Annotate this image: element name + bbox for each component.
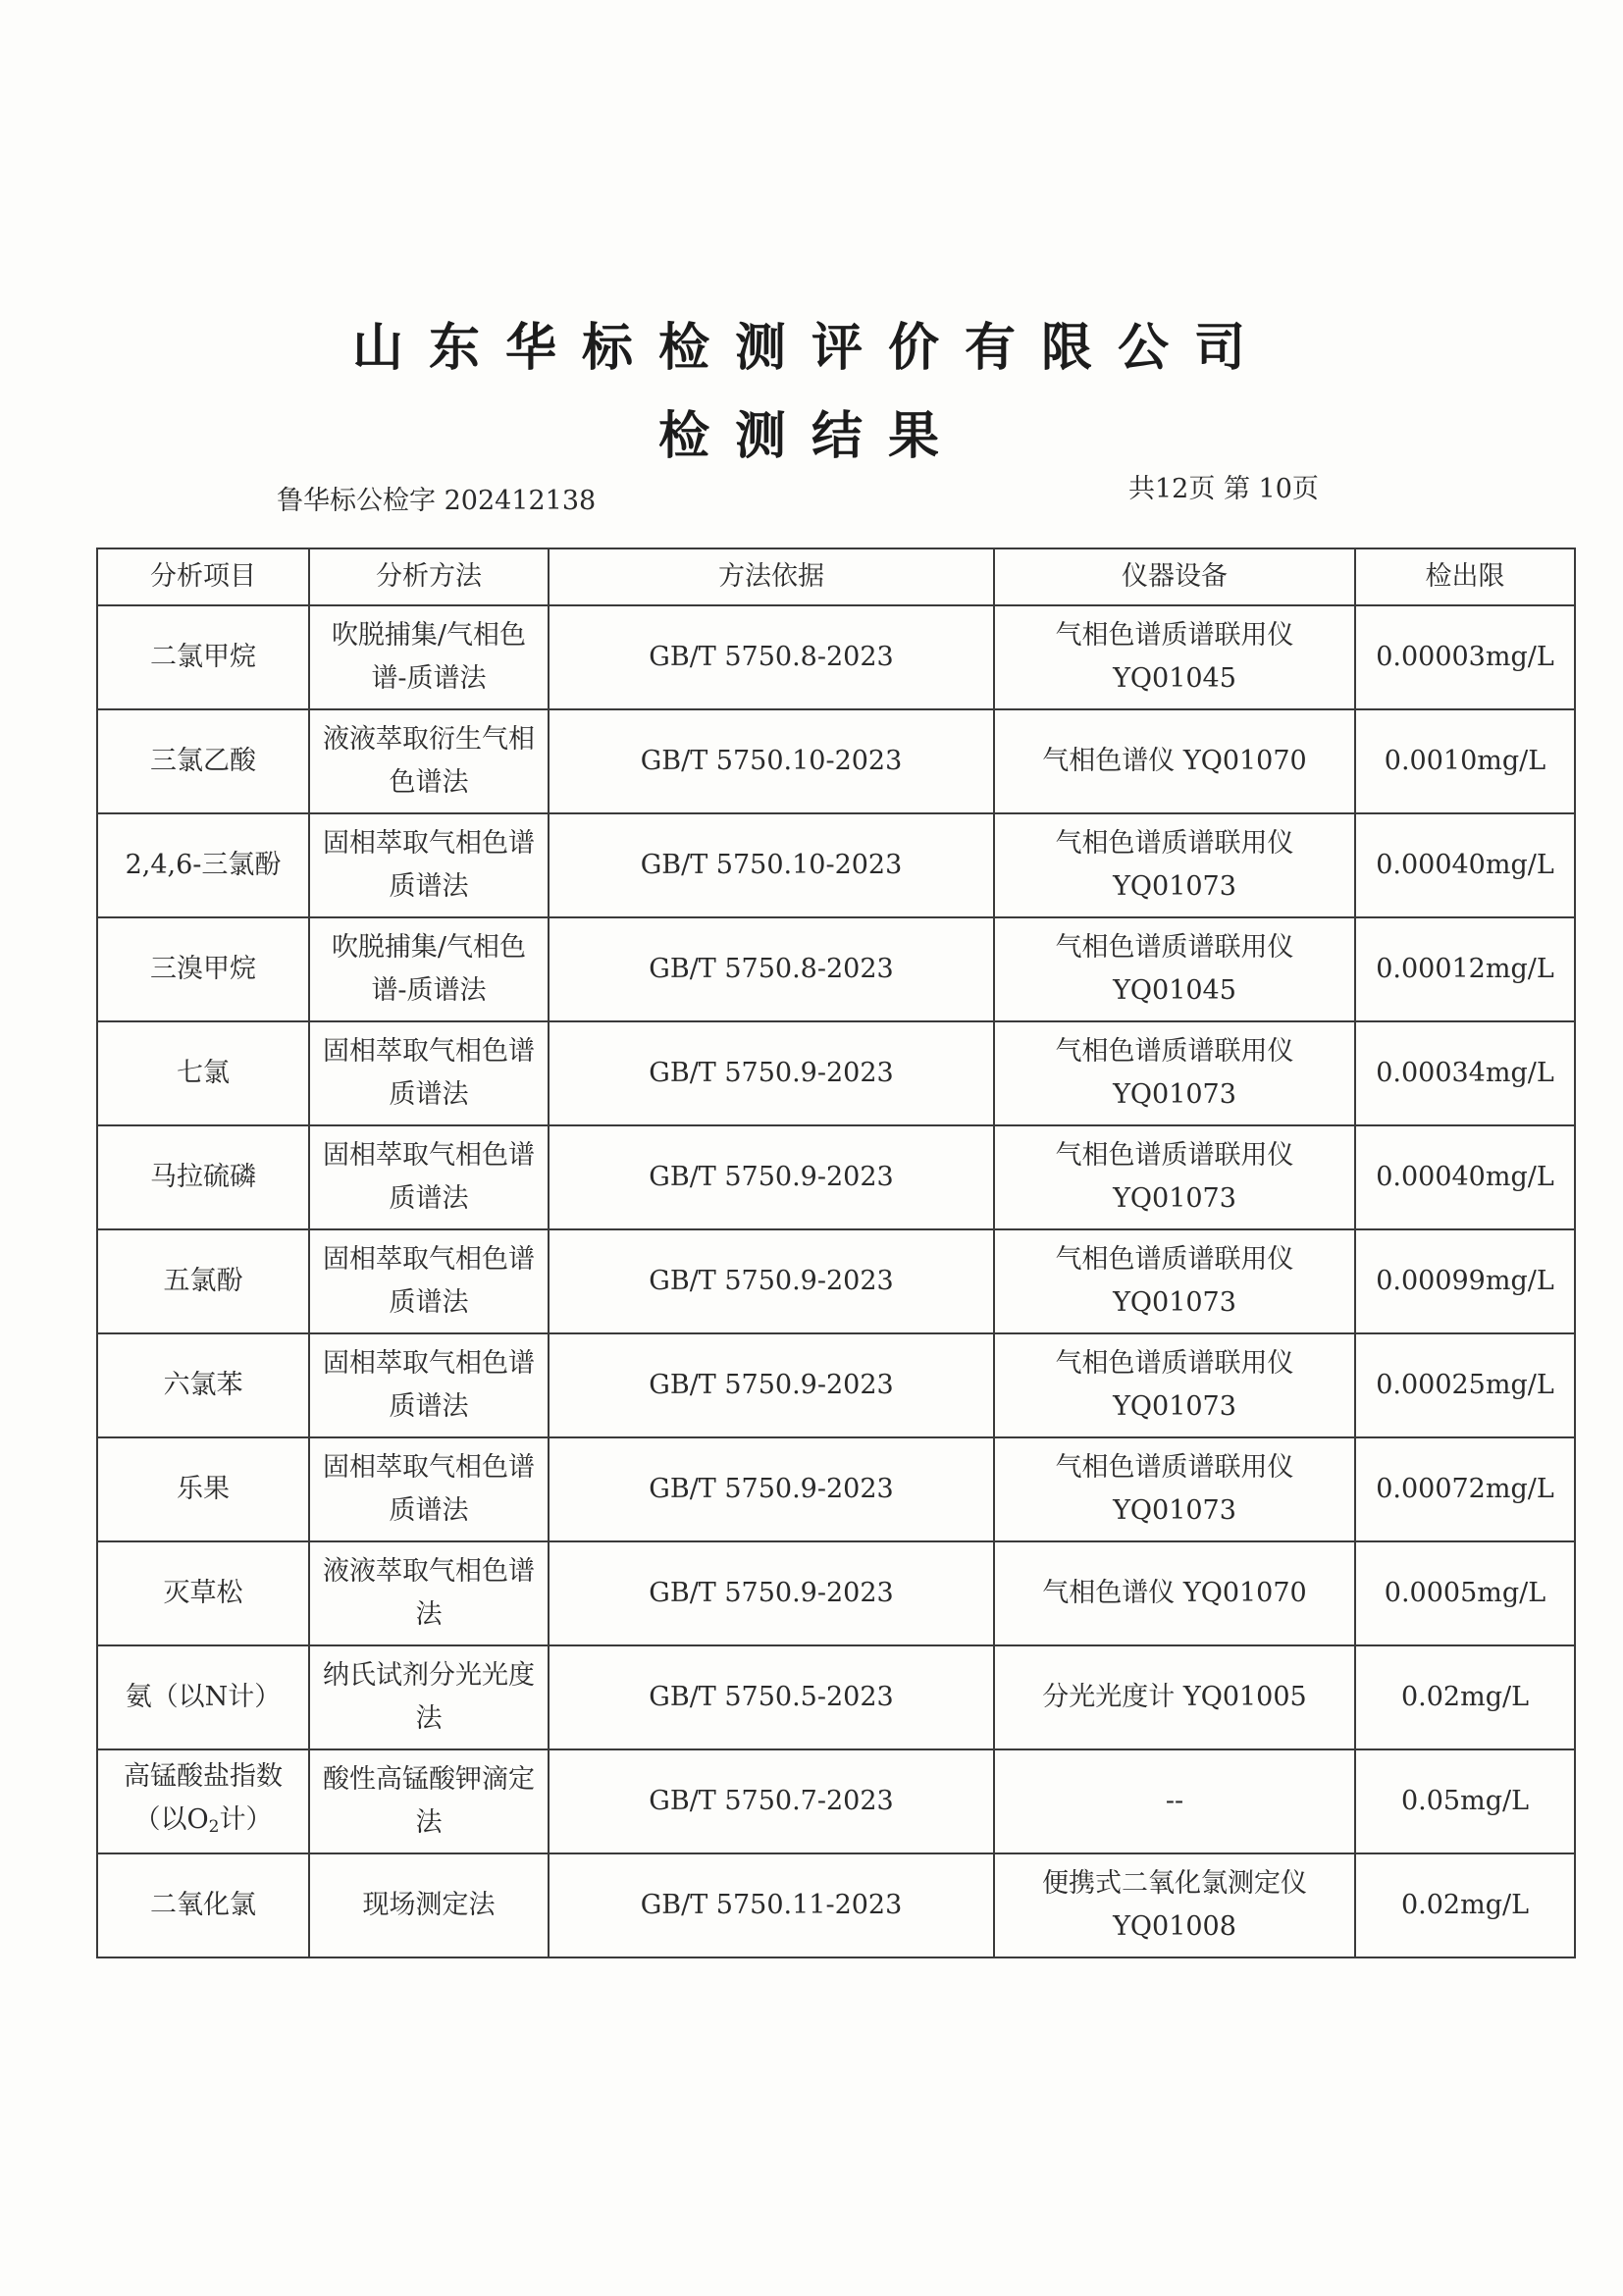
detection-limit: 0.00025mg/L — [1355, 1333, 1575, 1437]
detection-limit: 0.00012mg/L — [1355, 917, 1575, 1021]
method-standard: GB/T 5750.10-2023 — [549, 709, 994, 813]
method-standard: GB/T 5750.9-2023 — [549, 1229, 994, 1333]
instrument: 分光光度计 YQ01005 — [994, 1645, 1355, 1749]
analysis-item: 乐果 — [97, 1437, 309, 1541]
instrument: 气相色谱质谱联用仪YQ01045 — [994, 917, 1355, 1021]
table-row — [97, 1125, 1575, 1229]
analysis-item — [97, 1749, 309, 1853]
analysis-method: 吹脱捕集/气相色谱-质谱法 — [309, 917, 549, 1021]
table-row — [97, 813, 1575, 917]
analysis-method: 固相萃取气相色谱质谱法 — [309, 1229, 549, 1333]
analysis-method: 液液萃取气相色谱法 — [309, 1541, 549, 1645]
detection-limit: 0.00040mg/L — [1355, 1125, 1575, 1229]
analysis-item-sub-prefix: （以O — [133, 1803, 209, 1835]
instrument: 气相色谱质谱联用仪YQ01073 — [994, 1021, 1355, 1125]
instrument: 气相色谱质谱联用仪YQ01073 — [994, 1437, 1355, 1541]
column-header-equipment: 仪器设备 — [994, 548, 1355, 605]
analysis-item: 氨（以N计） — [97, 1645, 309, 1749]
instrument: 气相色谱质谱联用仪YQ01073 — [994, 813, 1355, 917]
detection-limit: 0.05mg/L — [1355, 1749, 1575, 1853]
analysis-method: 吹脱捕集/气相色谱-质谱法 — [309, 605, 549, 709]
method-standard: GB/T 5750.8-2023 — [549, 605, 994, 709]
method-standard: GB/T 5750.9-2023 — [549, 1333, 994, 1437]
instrument: 气相色谱质谱联用仪YQ01045 — [994, 605, 1355, 709]
page-info: 共12页 第 10页 — [1128, 474, 1319, 504]
analysis-item: 二氯甲烷 — [97, 605, 309, 709]
table-row — [97, 605, 1575, 709]
method-standard: GB/T 5750.10-2023 — [549, 813, 994, 917]
instrument: 气相色谱质谱联用仪YQ01073 — [994, 1229, 1355, 1333]
analysis-method: 纳氏试剂分光光度法 — [309, 1645, 549, 1749]
table-header-row — [97, 548, 1575, 605]
method-standard: GB/T 5750.8-2023 — [549, 917, 994, 1021]
analysis-item: 灭草松 — [97, 1541, 309, 1645]
results-table — [96, 548, 1576, 1958]
table-row — [97, 1437, 1575, 1541]
method-standard: GB/T 5750.9-2023 — [549, 1541, 994, 1645]
analysis-item: 三氯乙酸 — [97, 709, 309, 813]
column-header-limit: 检出限 — [1355, 548, 1575, 605]
column-header-method: 分析方法 — [309, 548, 549, 605]
table-row — [97, 1853, 1575, 1957]
table-row — [97, 709, 1575, 813]
instrument: 气相色谱质谱联用仪YQ01073 — [994, 1125, 1355, 1229]
analysis-method: 液液萃取衍生气相色谱法 — [309, 709, 549, 813]
company-name: 山东华标检测评价有限公司 — [351, 319, 1271, 378]
detection-limit: 0.00040mg/L — [1355, 813, 1575, 917]
document-title: 检测结果 — [657, 407, 965, 466]
method-standard: GB/T 5750.9-2023 — [549, 1021, 994, 1125]
detection-limit: 0.00003mg/L — [1355, 605, 1575, 709]
table-row — [97, 1541, 1575, 1645]
detection-limit: 0.0010mg/L — [1355, 709, 1575, 813]
analysis-item: 二氧化氯 — [97, 1853, 309, 1957]
table-row — [97, 1333, 1575, 1437]
method-standard: GB/T 5750.9-2023 — [549, 1125, 994, 1229]
analysis-item-sub-suffix: 计） — [219, 1803, 273, 1835]
table-row — [97, 1749, 1575, 1853]
analysis-item: 马拉硫磷 — [97, 1125, 309, 1229]
table-row — [97, 917, 1575, 1021]
detection-limit: 0.02mg/L — [1355, 1645, 1575, 1749]
table-row — [97, 1645, 1575, 1749]
analysis-item: 五氯酚 — [97, 1229, 309, 1333]
method-standard: GB/T 5750.5-2023 — [549, 1645, 994, 1749]
instrument: 气相色谱质谱联用仪YQ01073 — [994, 1333, 1355, 1437]
analysis-item-main: 高锰酸盐指数 — [124, 1760, 283, 1792]
column-header-standard: 方法依据 — [549, 548, 994, 605]
detection-limit: 0.0005mg/L — [1355, 1541, 1575, 1645]
detection-limit: 0.02mg/L — [1355, 1853, 1575, 1957]
analysis-item-sub-index: 2 — [208, 1816, 220, 1837]
table-row — [97, 1021, 1575, 1125]
detection-limit: 0.00034mg/L — [1355, 1021, 1575, 1125]
analysis-method: 固相萃取气相色谱质谱法 — [309, 1437, 549, 1541]
analysis-method: 现场测定法 — [309, 1853, 549, 1957]
instrument: 便携式二氧化氯测定仪YQ01008 — [994, 1853, 1355, 1957]
method-standard: GB/T 5750.7-2023 — [549, 1749, 994, 1853]
method-standard: GB/T 5750.9-2023 — [549, 1437, 994, 1541]
report-number: 鲁华标公检字 202412138 — [277, 486, 597, 516]
analysis-method: 固相萃取气相色谱质谱法 — [309, 1125, 549, 1229]
analysis-method: 酸性高锰酸钾滴定法 — [309, 1749, 549, 1853]
method-standard: GB/T 5750.11-2023 — [549, 1853, 994, 1957]
analysis-item: 2,4,6-三氯酚 — [97, 813, 309, 917]
analysis-method: 固相萃取气相色谱质谱法 — [309, 813, 549, 917]
column-header-item: 分析项目 — [97, 548, 309, 605]
detection-limit: 0.00072mg/L — [1355, 1437, 1575, 1541]
analysis-method: 固相萃取气相色谱质谱法 — [309, 1021, 549, 1125]
analysis-item: 三溴甲烷 — [97, 917, 309, 1021]
analysis-item: 六氯苯 — [97, 1333, 309, 1437]
table-row — [97, 1229, 1575, 1333]
analysis-item: 七氯 — [97, 1021, 309, 1125]
instrument: -- — [994, 1749, 1355, 1853]
instrument: 气相色谱仪 YQ01070 — [994, 709, 1355, 813]
instrument: 气相色谱仪 YQ01070 — [994, 1541, 1355, 1645]
analysis-method: 固相萃取气相色谱质谱法 — [309, 1333, 549, 1437]
detection-limit: 0.00099mg/L — [1355, 1229, 1575, 1333]
